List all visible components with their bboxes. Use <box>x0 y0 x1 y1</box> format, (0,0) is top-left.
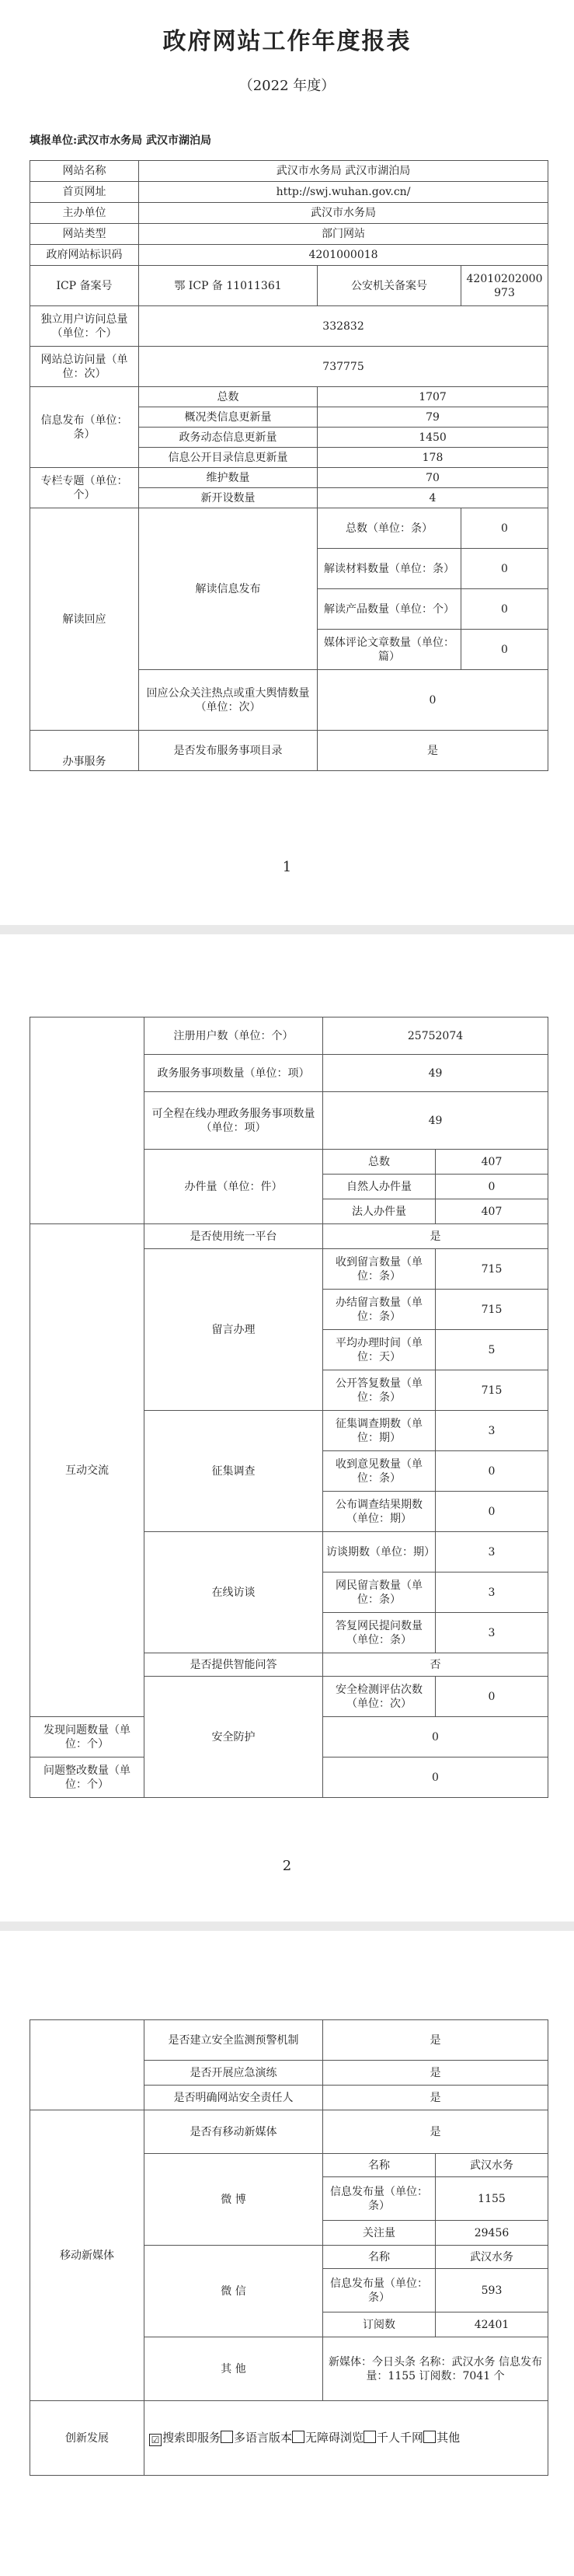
cell-value: 715 <box>436 1290 548 1330</box>
cell-label: 新开设数量 <box>139 488 318 508</box>
cell-value: 鄂 ICP 备 11011361 <box>139 266 318 306</box>
cell-value: 4201000018 <box>139 245 548 266</box>
cell-value: 0 <box>436 1677 548 1717</box>
cell-value: 武汉水务 <box>436 2246 548 2269</box>
option-label: 其他 <box>437 2430 461 2445</box>
cell-value: 1450 <box>318 428 548 448</box>
home-url: http://swj.wuhan.gov.cn/ <box>139 182 548 203</box>
cell-label: 网站总访问量（单位：次） <box>30 347 139 387</box>
cell-value: 0 <box>461 589 548 630</box>
checkbox-icon[interactable] <box>423 2431 436 2443</box>
table-page-1 <box>30 160 548 771</box>
cell-label: 是否使用统一平台 <box>144 1224 323 1249</box>
cell-label: 收到意见数量（单位：条） <box>323 1451 436 1492</box>
cell-value: 49 <box>323 1055 548 1092</box>
cell-label: 可全程在线办理政务服务事项数量（单位：项） <box>144 1092 323 1150</box>
sub-label: 在线访谈 <box>144 1532 323 1653</box>
section-label: 办事服务 <box>30 731 139 771</box>
cell-label: 信息发布量（单位：条） <box>323 2269 436 2312</box>
section-continued <box>30 2020 144 2110</box>
cell-value: 407 <box>436 1199 548 1224</box>
cell-label: 概况类信息更新量 <box>139 407 318 428</box>
cell-label: 公开答复数量（单位：条） <box>323 1370 436 1411</box>
cell-value: 1155 <box>436 2177 548 2221</box>
page-number: 1 <box>282 859 292 875</box>
cell-label: 是否开展应急演练 <box>144 2061 323 2086</box>
section-label: 创新发展 <box>30 2401 144 2476</box>
option-label: 千人千网 <box>377 2430 424 2445</box>
cell-value: 737775 <box>139 347 548 387</box>
page-number: 2 <box>282 1858 292 1874</box>
cell-label: 征集调查期数（单位：期） <box>323 1411 436 1451</box>
sub-label: 微 博 <box>144 2154 323 2246</box>
cell-label: 总数 <box>139 387 318 407</box>
section-label: 移动新媒体 <box>30 2110 144 2401</box>
cell-label: 答复网民提问数量（单位：条） <box>323 1613 436 1653</box>
cell-value: 是 <box>323 2086 548 2110</box>
cell-label: 解读材料数量（单位：条） <box>318 549 461 589</box>
cell-value: 715 <box>436 1370 548 1411</box>
cell-label: 办件量（单位：件） <box>144 1150 323 1224</box>
cell-label: ICP 备案号 <box>30 266 139 306</box>
option-label: 无障碍浏览 <box>305 2430 364 2445</box>
cell-value: 是 <box>323 2061 548 2086</box>
cell-label: 政务服务事项数量（单位：项） <box>144 1055 323 1092</box>
cell-label: 名称 <box>323 2246 436 2269</box>
cell-value: 否 <box>323 1653 548 1677</box>
section-label: 互动交流 <box>30 1224 144 1717</box>
cell-label: 收到留言数量（单位：条） <box>323 1249 436 1290</box>
report-year: （2022 年度） <box>238 78 336 94</box>
cell-label: 信息发布量（单位：条） <box>323 2177 436 2221</box>
cell-value: 4 <box>318 488 548 508</box>
sub-label: 其 他 <box>144 2337 323 2401</box>
cell-label: 法人办件量 <box>323 1199 436 1224</box>
cell-label: 政府网站标识码 <box>30 245 139 266</box>
cell-label: 总数（单位：条） <box>318 508 461 549</box>
cell-value: 5 <box>436 1330 548 1370</box>
cell-value: 0 <box>461 549 548 589</box>
innovation-options <box>144 2401 548 2476</box>
cell-value: 178 <box>318 448 548 468</box>
cell-value: 是 <box>318 731 548 771</box>
cell-label: 发现问题数量（单位：个） <box>30 1717 144 1757</box>
cell-value: 0 <box>318 670 548 731</box>
table-page-2 <box>30 1017 548 1798</box>
cell-label: 是否建立安全监测预警机制 <box>144 2020 323 2061</box>
section-label: 安全防护 <box>144 1677 323 1798</box>
cell-label: 访谈期数（单位：期） <box>323 1532 436 1572</box>
filler-unit: 填报单位:武汉市水务局 武汉市湖泊局 <box>30 134 212 147</box>
cell-label: 独立用户访问总量（单位：个） <box>30 306 139 347</box>
cell-value: 593 <box>436 2269 548 2312</box>
checkbox-icon[interactable] <box>221 2431 233 2443</box>
checkbox-icon[interactable] <box>292 2431 304 2443</box>
cell-value: 是 <box>323 2110 548 2154</box>
cell-label: 网民留言数量（单位：条） <box>323 1572 436 1613</box>
cell-value: 715 <box>436 1249 548 1290</box>
cell-value: 332832 <box>139 306 548 347</box>
cell-label: 订阅数 <box>323 2312 436 2337</box>
cell-label: 关注量 <box>323 2221 436 2246</box>
cell-label: 公布调查结果期数（单位：期） <box>323 1492 436 1532</box>
cell-label: 网站类型 <box>30 224 139 245</box>
cell-value: 1707 <box>318 387 548 407</box>
cell-value: 武汉水务 <box>436 2154 548 2177</box>
cell-value: 3 <box>436 1532 548 1572</box>
cell-label: 注册用户数（单位：个） <box>144 1017 323 1055</box>
sub-label: 解读信息发布 <box>139 508 318 670</box>
cell-label: 政务动态信息更新量 <box>139 428 318 448</box>
cell-label: 主办单位 <box>30 203 139 224</box>
cell-value: 0 <box>323 1717 548 1757</box>
cell-label: 媒体评论文章数量（单位：篇） <box>318 630 461 670</box>
section-continued <box>30 1017 144 1224</box>
report-title: 政府网站工作年度报表 <box>162 28 412 55</box>
cell-value: 42010202000973 <box>461 266 548 306</box>
cell-value: 3 <box>436 1572 548 1613</box>
checkbox-icon[interactable] <box>364 2431 376 2443</box>
option-label: 搜索即服务 <box>162 2430 221 2445</box>
cell-value: 3 <box>436 1411 548 1451</box>
cell-value: 武汉市水务局 武汉市湖泊局 <box>139 161 548 182</box>
cell-value: 0 <box>461 630 548 670</box>
other-media-info: 新媒体：今日头条 名称：武汉水务 信息发布量：1155 订阅数：7041 个 <box>323 2337 548 2401</box>
cell-value: 42401 <box>436 2312 548 2337</box>
cell-value: 25752074 <box>323 1017 548 1055</box>
cell-value: 3 <box>436 1613 548 1653</box>
cell-value: 0 <box>436 1492 548 1532</box>
sub-label: 征集调查 <box>144 1411 323 1532</box>
cell-value: 79 <box>318 407 548 428</box>
sub-label: 微 信 <box>144 2246 323 2337</box>
cell-label: 安全检测评估次数（单位：次） <box>323 1677 436 1717</box>
option-label: 多语言版本 <box>234 2430 293 2445</box>
cell-label: 自然人办件量 <box>323 1175 436 1199</box>
cell-value: 407 <box>436 1150 548 1175</box>
cell-label: 名称 <box>323 2154 436 2177</box>
cell-label: 网站名称 <box>30 161 139 182</box>
cell-value: 是 <box>323 1224 548 1249</box>
cell-value: 49 <box>323 1092 548 1150</box>
checkbox-checked-icon[interactable]: ☑ <box>149 2434 162 2446</box>
cell-value: 是 <box>323 2020 548 2061</box>
table-page-3 <box>30 2019 548 2476</box>
cell-label: 解读产品数量（单位：个） <box>318 589 461 630</box>
cell-label: 信息公开目录信息更新量 <box>139 448 318 468</box>
cell-label: 是否有移动新媒体 <box>144 2110 323 2154</box>
cell-value: 70 <box>318 468 548 488</box>
cell-label: 是否提供智能问答 <box>144 1653 323 1677</box>
page-gap <box>0 1922 574 1931</box>
cell-value: 武汉市水务局 <box>139 203 548 224</box>
cell-label: 是否发布服务事项目录 <box>139 731 318 771</box>
cell-label: 是否明确网站安全责任人 <box>144 2086 323 2110</box>
cell-label: 公安机关备案号 <box>318 266 461 306</box>
cell-value: 0 <box>436 1451 548 1492</box>
cell-label: 回应公众关注热点或重大舆情数量（单位：次） <box>139 670 318 731</box>
cell-label: 维护数量 <box>139 468 318 488</box>
cell-value: 部门网站 <box>139 224 548 245</box>
section-label: 解读回应 <box>30 508 139 731</box>
page-gap <box>0 925 574 934</box>
cell-label: 首页网址 <box>30 182 139 203</box>
cell-label: 平均办理时间（单位：天） <box>323 1330 436 1370</box>
section-label: 专栏专题（单位：个） <box>30 468 139 508</box>
cell-value: 29456 <box>436 2221 548 2246</box>
cell-value: 0 <box>436 1175 548 1199</box>
cell-value: 0 <box>461 508 548 549</box>
cell-label: 办结留言数量（单位：条） <box>323 1290 436 1330</box>
section-label: 信息发布（单位：条） <box>30 387 139 468</box>
cell-value: 0 <box>323 1757 548 1798</box>
cell-label: 总数 <box>323 1150 436 1175</box>
sub-label: 留言办理 <box>144 1249 323 1411</box>
cell-label: 问题整改数量（单位：个） <box>30 1757 144 1798</box>
